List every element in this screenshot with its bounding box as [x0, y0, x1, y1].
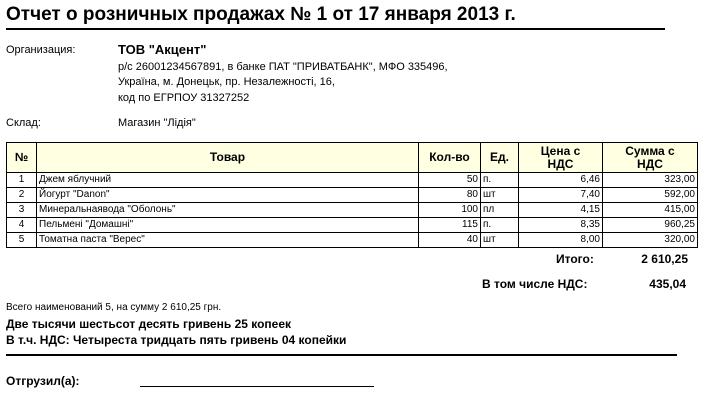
- organization-name: ТОВ "Акцент": [118, 42, 207, 57]
- header-num: №: [7, 143, 37, 173]
- cell-price: 7,40: [519, 188, 603, 203]
- header-price-line1: Цена с: [540, 143, 581, 158]
- cell-unit: п.: [481, 218, 519, 233]
- header-sum-line1: Сумма с: [625, 143, 675, 158]
- cell-num: 4: [7, 218, 37, 233]
- cell-unit: шт: [481, 188, 519, 203]
- header-qty: Кол-во: [419, 143, 481, 173]
- table-header-row: [7, 143, 698, 173]
- cell-item: Томатна паста "Верес": [37, 233, 419, 248]
- cell-sum: 960,25: [603, 218, 698, 233]
- cell-num: 1: [7, 173, 37, 188]
- cell-item: Пельмені "Домашні": [37, 218, 419, 233]
- cell-item: Йогурт "Danon": [37, 188, 419, 203]
- cell-sum: 415,00: [603, 203, 698, 218]
- vat-in-words: В т.ч. НДС: Четыреста тридцать пять гривень 04 копейки: [6, 333, 347, 347]
- header-sum-line2: НДС: [637, 156, 663, 171]
- document-title: Отчет о розничных продажах № 1 от 17 января 2013 г.: [6, 4, 516, 25]
- shipped-by-label: Отгрузил(а):: [6, 374, 80, 388]
- cell-item: Джем яблучний: [37, 173, 419, 188]
- cell-unit: пл: [481, 203, 519, 218]
- cell-unit: шт: [481, 233, 519, 248]
- table-row: [7, 173, 698, 188]
- total-label: Итого:: [556, 252, 594, 266]
- organization-code: код по ЕГРПОУ 31327252: [118, 92, 250, 104]
- cell-price: 8,35: [519, 218, 603, 233]
- vat-label: В том числе НДС:: [482, 277, 588, 291]
- table-row: [7, 188, 698, 203]
- cell-num: 3: [7, 203, 37, 218]
- organization-bank-details: р/с 26001234567891, в банке ПАТ "ПРИВАТБАНК", МФО 335496,: [118, 61, 448, 73]
- summary-rule: [6, 354, 677, 356]
- cell-price: 8,00: [519, 233, 603, 248]
- cell-price: 4,15: [519, 203, 603, 218]
- title-rule: [6, 28, 665, 30]
- organization-label: Организация:: [6, 44, 76, 56]
- cell-sum: 320,00: [603, 233, 698, 248]
- header-unit: Ед.: [481, 143, 519, 173]
- header-sum: [603, 143, 698, 173]
- items-table: [6, 142, 698, 248]
- cell-qty: 40: [419, 233, 481, 248]
- cell-unit: п.: [481, 173, 519, 188]
- table-row: [7, 203, 698, 218]
- cell-item: Минеральнаявода "Оболонь": [37, 203, 419, 218]
- organization-address: Україна, м. Донецьк, пр. Незалежності, 16,: [118, 76, 335, 88]
- cell-price: 6,46: [519, 173, 603, 188]
- vat-value: 435,04: [649, 277, 686, 291]
- cell-qty: 50: [419, 173, 481, 188]
- signature-line: [140, 386, 374, 387]
- cell-sum: 592,00: [603, 188, 698, 203]
- table-row: [7, 233, 698, 248]
- cell-num: 5: [7, 233, 37, 248]
- cell-qty: 80: [419, 188, 481, 203]
- cell-num: 2: [7, 188, 37, 203]
- warehouse-label: Склад:: [6, 117, 41, 129]
- amount-in-words: Две тысячи шестьсот десять гривень 25 копеек: [6, 317, 292, 331]
- cell-sum: 323,00: [603, 173, 698, 188]
- warehouse-value: Магазин "Лідія": [118, 117, 196, 129]
- table-row: [7, 218, 698, 233]
- summary-count: Всего наименований 5, на сумму 2 610,25 грн.: [6, 302, 222, 313]
- header-price: [519, 143, 603, 173]
- cell-qty: 115: [419, 218, 481, 233]
- total-value: 2 610,25: [641, 252, 688, 266]
- header-item: Товар: [37, 143, 419, 173]
- header-price-line2: НДС: [547, 156, 574, 171]
- cell-qty: 100: [419, 203, 481, 218]
